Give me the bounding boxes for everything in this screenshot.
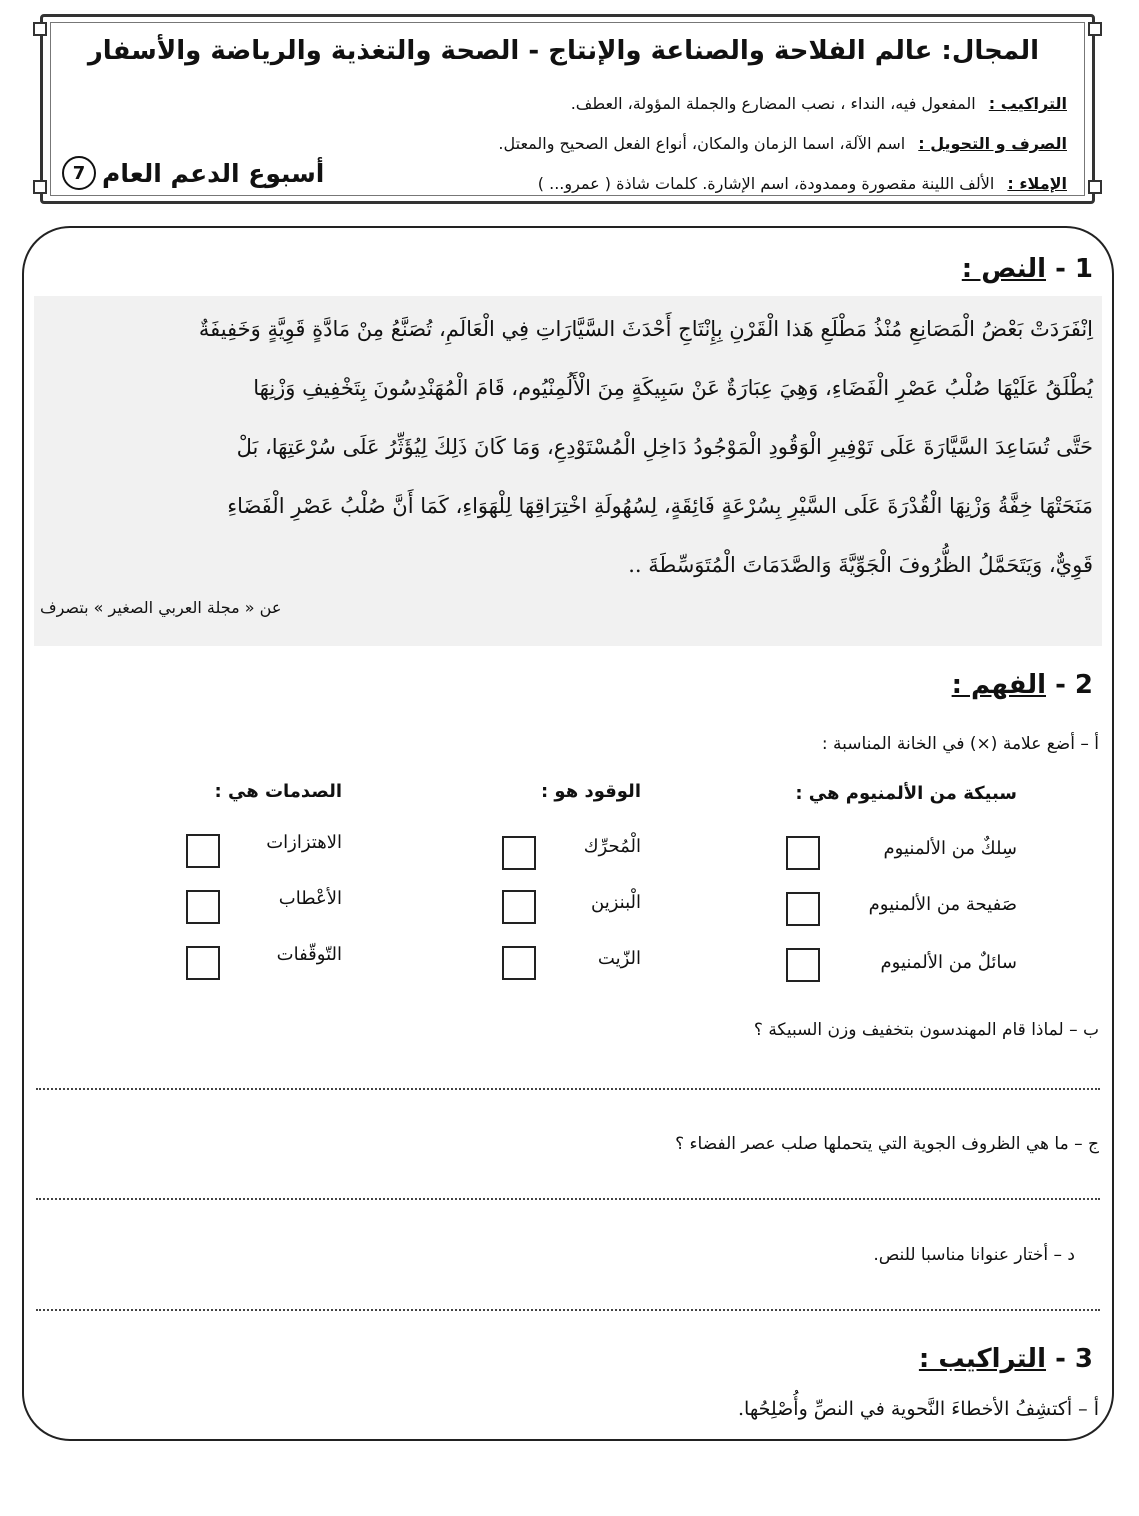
morphology-line	[498, 134, 1067, 153]
checkbox[interactable]	[786, 948, 820, 982]
option-label: الأعْطاب	[278, 888, 342, 909]
corner-ornament	[33, 22, 47, 36]
week-title	[62, 156, 324, 190]
section-number: 2 -	[1055, 670, 1093, 700]
section-structures-heading	[919, 1344, 1093, 1374]
spelling-text: الألف اللينة مقصورة وممدودة، اسم الإشارة. كلمات شاذة ( عمرو... )	[537, 174, 995, 193]
question-structures-a: أ – أكتشِفُ الأخطاءَ النَّحوية في النصِّ وأُصْلِحُها.	[738, 1398, 1099, 1420]
corner-ornament	[1088, 180, 1102, 194]
grammar-text: المفعول فيه، النداء ، نصب المضارع والجملة المؤولة، العطف.	[570, 94, 976, 113]
checkbox[interactable]	[786, 892, 820, 926]
passage-line: مَنَحَتْهَا خِفَّةُ وَزْنِهَا الْقُدْرَةَ عَلَى السَّيْرِ بِسُرْعَةٍ فَائِقَةٍ، لِسُهُولَةِ اخْتِرَاقِهَا لِلْهَوَاءِ، كَمَا أَنَّ صُلْبُ عَصْرِ الْفَضَاءِ	[227, 494, 1093, 518]
checkbox[interactable]	[186, 890, 220, 924]
passage-line: يُطْلَقُ عَلَيْهَا صُلْبُ عَصْرِ الْفَضَاءِ، وَهِيَ عِبَارَةٌ عَنْ سَبِيكَةٍ مِنَ الْأَلُمِنْيُوم، قَامَ الْمُهَنْدِسُونَ بِتَخْفِيفِ وَزْنِهَا	[253, 376, 1093, 400]
section-number: 1 -	[1055, 254, 1093, 284]
group-title-alloy: سبيكة من الألمنيوم هي :	[795, 783, 1017, 804]
passage	[35, 300, 1093, 595]
checkbox[interactable]	[786, 836, 820, 870]
section-number: 3 -	[1055, 1344, 1093, 1374]
section-text-heading	[962, 254, 1093, 284]
grammar-label: التراكيب :	[988, 94, 1067, 113]
option-label: التّوقّفات	[276, 944, 342, 965]
week-number-badge: 7	[62, 156, 96, 190]
option-label: الزّيت	[597, 948, 641, 969]
checkbox[interactable]	[502, 890, 536, 924]
checkbox[interactable]	[186, 834, 220, 868]
option-label: صَفيحة من الألمنيوم	[868, 894, 1017, 915]
checkbox[interactable]	[502, 946, 536, 980]
week-title-text: أسبوع الدعم العام	[102, 158, 325, 188]
question-b: ب – لماذا قام المهندسون بتخفيف وزن السبيكة ؟	[753, 1020, 1099, 1040]
answer-line[interactable]	[36, 1088, 1100, 1090]
passage-line: قَوِيٌّ، وَيَتَحَمَّلُ الظُّرُوفَ الْجَوِّيَّةَ وَالصَّدَمَاتَ الْمُتَوَسِّطَةَ ..	[628, 553, 1093, 577]
instruction-a: أ – أضع علامة (×) في الخانة المناسبة :	[821, 734, 1099, 754]
spelling-label: الإملاء :	[1007, 174, 1067, 193]
checkbox[interactable]	[186, 946, 220, 980]
grammar-line	[571, 94, 1067, 113]
group-title-fuel: الوقود هو :	[540, 781, 641, 802]
morphology-label: الصرف و التحويل :	[918, 134, 1067, 153]
answer-line[interactable]	[36, 1198, 1100, 1200]
option-label: الاهتزازات	[266, 832, 342, 853]
option-label: سائلٌ من الألمنيوم	[880, 952, 1017, 973]
corner-ornament	[33, 180, 47, 194]
domain-title: المجال: عالم الفلاحة والصناعة والإنتاج - الصحة والتغذية والرياضة والأسفار	[87, 36, 1039, 66]
passage-line: حَتَّى تُسَاعِدَ السَّيَّارَةَ عَلَى تَوْفِيرِ الْوَقُودِ الْمَوْجُودُ دَاخِلِ الْمُسْتَوْدِعِ، وَمَا كَانَ ذَلِكَ لِيُؤَثِّرُ عَلَى سُرْعَتِهَا، بَلْ	[236, 435, 1093, 459]
section-label: التراكيب :	[918, 1344, 1046, 1374]
question-c: ج – ما هي الظروف الجوية التي يتحملها صلب عصر الفضاء ؟	[675, 1134, 1099, 1154]
section-label: النص :	[961, 254, 1046, 284]
answer-line[interactable]	[36, 1309, 1100, 1311]
passage-source: عن « مجلة العربي الصغير » بتصرف	[40, 598, 282, 617]
option-label: الْمُحرِّك	[583, 836, 641, 857]
checkbox[interactable]	[502, 836, 536, 870]
passage-line: اِنْفَرَدَتْ بَعْضُ الْمَصَانِعِ مُنْذُ مَطْلَعِ هَذا الْقَرْنِ بِإِنْتَاجِ أَحْدَثَ السَّيَّارَاتِ فِي الْعَالَمِ، تُصَنَّعُ مِنْ مَادَّةٍ قَوِيَّةٍ وَخَفِيفَةٌ	[198, 317, 1093, 341]
option-label: سِلكٌ من الألمنيوم	[883, 838, 1017, 859]
corner-ornament	[1088, 22, 1102, 36]
spelling-line	[538, 174, 1067, 193]
group-title-shocks: الصدمات هي :	[214, 781, 342, 802]
morphology-text: اسم الآلة، اسما الزمان والمكان، أنواع الفعل الصحيح والمعتل.	[498, 134, 906, 153]
section-comprehension-heading	[952, 670, 1093, 700]
question-d: د – أختار عنوانا مناسبا للنص.	[873, 1245, 1075, 1265]
option-label: الْبنزين	[591, 892, 641, 913]
section-label: الفهم :	[951, 670, 1046, 700]
